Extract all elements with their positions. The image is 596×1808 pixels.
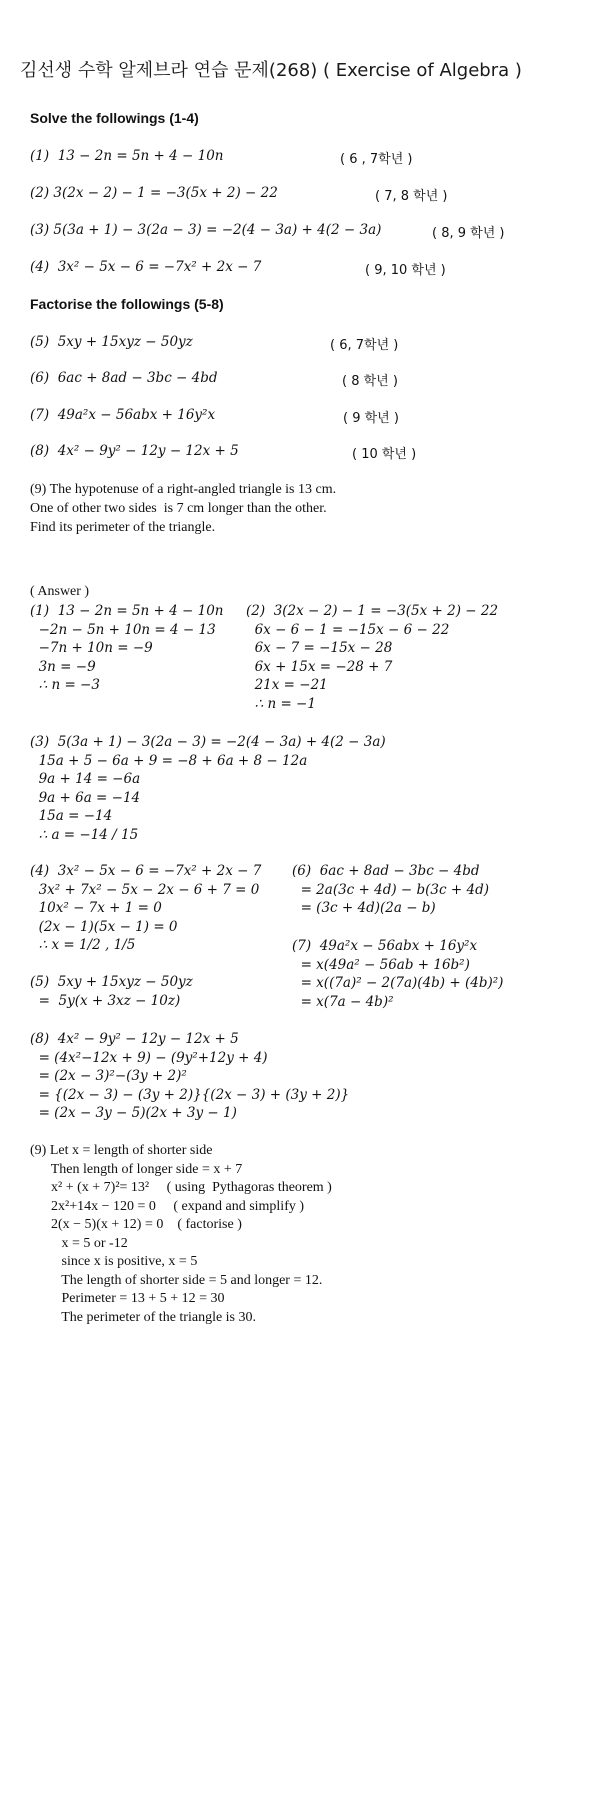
answer-7 — [292, 937, 503, 1011]
answer-5-line: (5) 5xy + 15xyz − 50yz — [30, 974, 193, 990]
section-heading-solve: Solve the followings (1-4) — [30, 110, 199, 126]
grade-label-6: ( 8 학년 ) — [342, 374, 398, 389]
answer-2-line: 6x − 7 = −15x − 28 — [246, 640, 393, 656]
answer-4 — [30, 862, 261, 955]
answer-8-line: = {(2x − 3) − (3y + 2)}{(2x − 3) + (3y + 2)} — [30, 1086, 350, 1103]
grade-label-8: ( 10 학년 ) — [352, 447, 417, 462]
grade-label-2: ( 7, 8 학년 ) — [375, 189, 448, 204]
problem-1: (1) 13 − 2n = 5n + 4 − 10n — [30, 148, 224, 164]
answer-2-line: 6x − 6 − 1 = −15x − 6 − 22 — [246, 621, 450, 638]
answer-9-line: 2(x − 5)(x + 12) = 0 ( factorise ) — [30, 1217, 242, 1232]
problem-9-line: Find its perimeter of the triangle. — [30, 520, 216, 535]
answer-1-line: −7n + 10n = −9 — [30, 640, 153, 656]
answer-4-line: 10x² − 7x + 1 = 0 — [30, 900, 162, 916]
grade-label-1: ( 6 , 7학년 ) — [340, 152, 413, 167]
grade-label-7: ( 9 학년 ) — [343, 411, 399, 426]
answer-8-line: = (2x − 3y − 5)(2x + 3y − 1) — [30, 1105, 237, 1121]
answer-9-line: since x is positive, x = 5 — [30, 1254, 198, 1269]
answer-9-line: x² + (x + 7)²= 13² ( using Pythagoras theorem ) — [30, 1180, 332, 1195]
answer-6-line: (6) 6ac + 8ad − 3bc − 4bd — [292, 863, 480, 879]
grade-label-5: ( 6, 7학년 ) — [330, 338, 399, 353]
section-heading-factorise: Factorise the followings (5-8) — [30, 296, 224, 312]
answer-3-line: 15a + 5 − 6a + 9 = −8 + 6a + 8 − 12a — [30, 752, 308, 769]
answer-3-line: 9a + 6a = −14 — [30, 789, 141, 806]
problem-8: (8) 4x² − 9y² − 12y − 12x + 5 — [30, 443, 239, 459]
answer-2 — [246, 602, 498, 713]
problem-9-line: (9) The hypotenuse of a right-angled triangle is 13 cm. — [30, 482, 337, 497]
answer-7-line: = x((7a)² − 2(7a)(4b) + (4b)²) — [292, 975, 504, 991]
answer-7-line: = x(7a − 4b)² — [292, 993, 394, 1010]
answer-9-line: Perimeter = 13 + 5 + 12 = 30 — [30, 1291, 225, 1306]
answer-1-line: ∴ n = −3 — [30, 677, 100, 693]
answer-6-line: = 2a(3c + 4d) − b(3c + 4d) — [292, 881, 489, 898]
answer-1-line: −2n − 5n + 10n = 4 − 13 — [30, 621, 216, 638]
answer-7-line: (7) 49a²x − 56abx + 16y²x — [292, 938, 478, 954]
answer-8-line: (8) 4x² − 9y² − 12y − 12x + 5 — [30, 1031, 239, 1047]
answer-6 — [292, 862, 489, 918]
problem-2: (2) 3(2x − 2) − 1 = −3(5x + 2) − 22 — [30, 185, 278, 201]
problem-5: (5) 5xy + 15xyz − 50yz — [30, 334, 193, 350]
answer-7-line: = x(49a² − 56ab + 16b²) — [292, 956, 470, 973]
answer-9-line: (9) Let x = length of shorter side — [30, 1143, 213, 1158]
grade-label-3: ( 8, 9 학년 ) — [432, 226, 505, 241]
answer-3-line: 9a + 14 = −6a — [30, 771, 141, 787]
answer-3 — [30, 733, 386, 844]
answer-2-line: (2) 3(2x − 2) − 1 = −3(5x + 2) − 22 — [246, 603, 499, 619]
answer-9 — [30, 1142, 332, 1327]
problem-4: (4) 3x² − 5x − 6 = −7x² + 2x − 7 — [30, 259, 262, 275]
problem-7: (7) 49a²x − 56abx + 16y²x — [30, 407, 216, 423]
problem-6: (6) 6ac + 8ad − 3bc − 4bd — [30, 370, 218, 386]
answer-1-line: 3n = −9 — [30, 658, 96, 675]
answer-8-line: = (2x − 3)²−(3y + 2)² — [30, 1068, 187, 1084]
answer-4-line: (4) 3x² − 5x − 6 = −7x² + 2x − 7 — [30, 863, 262, 879]
grade-label-4: ( 9, 10 학년 ) — [365, 263, 446, 278]
answer-4-line: 3x² + 7x² − 5x − 2x − 6 + 7 = 0 — [30, 881, 260, 898]
answer-9-line: The perimeter of the triangle is 30. — [30, 1309, 257, 1325]
problem-3: (3) 5(3a + 1) − 3(2a − 3) = −2(4 − 3a) + 4(2 − 3a) — [30, 222, 382, 238]
answer-3-line: 15a = −14 — [30, 808, 113, 824]
answer-9-line: x = 5 or -12 — [30, 1235, 128, 1251]
answer-5-line: = 5y(x + 3xz − 10z) — [30, 992, 181, 1009]
answer-1 — [30, 602, 224, 695]
answer-4-line: (2x − 1)(5x − 1) = 0 — [30, 918, 178, 935]
answer-2-line: ∴ n = −1 — [246, 695, 316, 712]
answer-1-line: (1) 13 − 2n = 5n + 4 − 10n — [30, 603, 224, 619]
answer-8 — [30, 1030, 349, 1123]
problem-9 — [30, 480, 336, 537]
answer-8-line: = (4x²−12x + 9) − (9y²+12y + 4) — [30, 1049, 268, 1066]
problem-9-line: One of other two sides is 7 cm longer than the other. — [30, 501, 327, 516]
answer-9-line: The length of shorter side = 5 and longer = 12. — [30, 1272, 323, 1288]
answer-4-line: ∴ x = 1/2 , 1/5 — [30, 937, 136, 953]
answer-9-line: Then length of longer side = x + 7 — [30, 1161, 243, 1177]
answer-2-line: 6x + 15x = −28 + 7 — [246, 658, 393, 675]
answer-2-line: 21x = −21 — [246, 677, 328, 693]
answer-3-line: ∴ a = −14 / 15 — [30, 826, 139, 843]
answer-6-line: = (3c + 4d)(2a − b) — [292, 900, 436, 916]
page-title: 김선생 수학 알제브라 연습 문제(268) ( Exercise of Algebra ) — [20, 60, 522, 81]
answer-heading: ( Answer ) — [30, 584, 90, 599]
answer-3-line: (3) 5(3a + 1) − 3(2a − 3) = −2(4 − 3a) + 4(2 − 3a) — [30, 734, 386, 750]
answer-9-line: 2x²+14x − 120 = 0 ( expand and simplify ) — [30, 1198, 305, 1214]
answer-5 — [30, 973, 193, 1010]
